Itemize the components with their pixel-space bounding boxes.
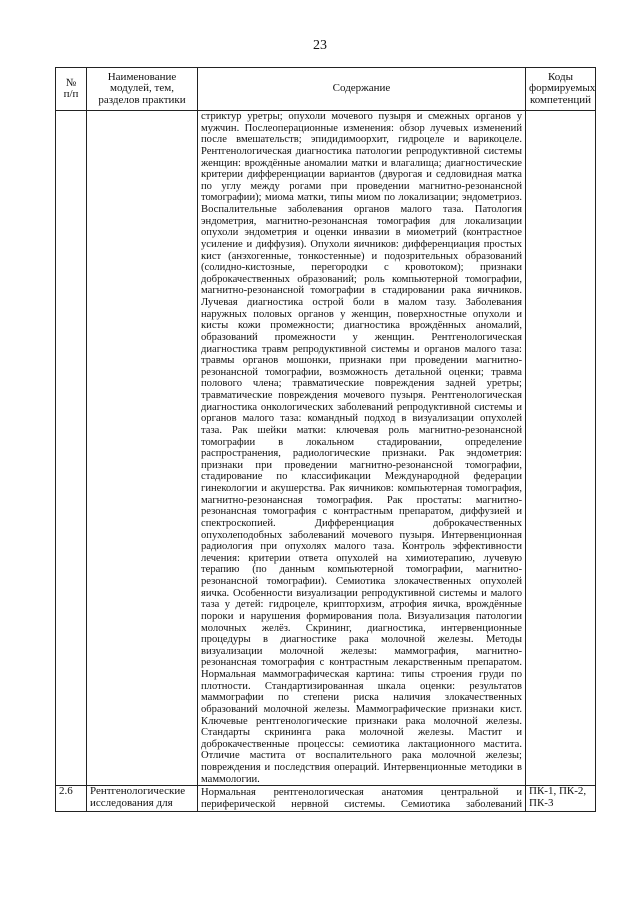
content-line: женщин: врождённые аномалии матки и влагалища; диагностические [201,157,522,169]
content-line: магнитно-резонансной томографии в стадировании рака яичников. [201,285,522,297]
content-line: Отличие мастита от воспалительного рака молочной железы; [201,750,522,762]
row-number [56,111,87,786]
table-row [56,786,596,811]
content-line: кист (анэхогенные, тонкостенные) и подозрительных образований [201,250,522,262]
content-line: плотности. Стандартизированная шкала оценки: результатов [201,680,522,692]
content-line: диагностика онкологических заболеваний репродуктивной системы и [201,401,522,413]
content-line: таза у детей: гидроцеле, крипторхизм, атрофия яичка, врождённые [201,599,522,611]
content-line: Рентгенологическая диагностика патологии репродуктивной системы [201,145,522,157]
content-line: кисты кожи промежности; диагностика врождённых аномалий, [201,320,522,332]
content-line: томографии в локальном стадировании, определение [201,436,522,448]
content-line: опухоли эндометрия и оценки инвазии в миометрий (контрастное [201,227,522,239]
content-line: резонансной томографии, возможность детальной оценки; травма [201,366,522,378]
content-line: магнитно-резонансная томография. Рак простаты: магнитно- [201,494,522,506]
content-line: маммографии по степени риска наличия злокачественных [201,692,522,704]
content-line: резонансной томографии). Семиотика злокачественных опухолей [201,576,522,587]
content-line: периферической нервной системы. Семиотика заболеваний [201,798,522,810]
content-line: (солидно-кистозные, перегородки с кровотоком); признаки [201,262,522,274]
content-line: таза. Рак шейки матки: ключевая роль магнитно-резонансной [201,424,522,436]
content-line: Ключевые рентгенологические признаки рака молочной железы. [201,715,522,727]
content-line: признаки при проведении магнитно-резонансной томографии, [201,459,522,471]
header-content: Содержание [198,68,526,111]
content-line: стадирование по классификации Международной федерации [201,471,522,483]
content-line: резонансная томография с контрастным лекарственным препаратом. [201,657,522,669]
content-line: образований промежности у женщин. Рентгенологическая [201,331,522,343]
content-line: визуализации молочной железы: маммография, магнитно- [201,645,522,657]
content-line: травматические повреждения мочевого пузыря. Рентгенологическая [201,390,522,401]
content-line: после вмешательств; эпидидимоорхит, гидроцеле и варикоцеле. [201,134,522,146]
content-line: лечения: критерии ответа опухолей на химиотерапию, лучевую [201,552,522,564]
content-line: стриктур уретры; опухоли мочевого пузыря и смежных органов у [201,111,522,122]
row-module-name: Рентгенологические исследования для [87,786,198,811]
content-line: маммологии. [201,773,260,785]
content-line: спектроскопией. Дифференциация доброкачественных [201,517,522,529]
content-line: распространения, радиологические признаки. Рак эндометрия: [201,448,522,460]
content-line: терапию (по данным компьютерной томографии, магнитно- [201,564,522,576]
content-line: Воспалительные заболевания органов малого таза. Патология [201,204,522,215]
row-module-name [87,111,198,786]
table-row [56,111,596,786]
content-line: гинекологии и акушерства. Рак яичников: компьютерная томография, [201,483,522,494]
content-line: наружных половых органов у женщин, поверхностные опухоли и [201,308,522,320]
content-line: доброкачественные процессы: семиотика лактационного мастита. [201,738,522,750]
header-number: № п/п [56,68,87,111]
header-competence-codes: Коды формируемых компетенций [526,68,596,111]
content-line: резонансная томография с контрастным препаратом, диффузией и [201,506,522,518]
row-content [198,786,526,811]
content-line: диагностика травм репродуктивной системы и органов малого таза: [201,343,522,355]
row-content [198,111,526,786]
content-line: Нормальная рентгенологическая анатомия центральной и [201,787,522,799]
content-line: эндометрия, магнитно-резонансная томография для локализации [201,215,522,227]
content-line: пороки и нарушения формирования пола. Визуализация патологии [201,610,522,622]
content-line: Нормальная маммографическая картина: типы строения груди по [201,669,522,680]
content-line: Лучевая диагностика острой боли в малом тазу. Заболевания [201,297,522,308]
content-line: яичка. Особенности визуализации репродуктивной системы и малого [201,587,522,599]
content-line: молочных желёз. Скрининг, диагностика, интервенционные [201,622,522,634]
content-line: образований молочной железы. Маммографические признаки кист. [201,703,522,715]
content-line: томографии); миома матки, типы миом по локализации; эндометриоз. [201,192,522,204]
content-line: полового члена; травматические повреждения задней уретры; [201,378,522,390]
page-number: 23 [313,38,327,53]
content-line: по углу между рогами при проведении магнитно-резонансной [201,180,522,192]
content-line: мужчин. Послеоперационные изменения: обзор лучевых изменений [201,122,522,134]
content-line: травмы органов мошонки, признаки при проведении магнитно- [201,355,522,367]
content-line: опухолеподобных заболеваний мочевого пузыря. Интервенционная [201,529,522,541]
content-line: повреждения и последствия операций. Интервенционные методики в [201,762,522,773]
row-codes [526,111,596,786]
curriculum-table [55,67,596,812]
content-line: радиология при опухолях малого таза. Контроль эффективности [201,541,522,553]
content-line: органов малого таза: командный подход в визуализации опухолей [201,413,522,425]
content-line: усиление и диффузия). Опухоли яичников: дифференциация простых [201,238,522,250]
table-header-row [56,68,596,111]
content-line: Стандарты скрининга рака молочной железы. Мастит и [201,727,522,739]
content-line: доброкачественных образований; роль компьютерной томографии, [201,273,522,285]
header-module-name: Наименование модулей, тем, разделов практики [87,68,198,111]
row-number: 2.6 [56,786,87,811]
row-codes: ПК-1, ПК-2, ПК-3 [526,786,596,811]
content-line: критерии дифференциации вариантов (двурогая и седловидная матка [201,169,522,181]
content-line: процедуры в диагностике рака молочной железы. Методы [201,634,522,646]
